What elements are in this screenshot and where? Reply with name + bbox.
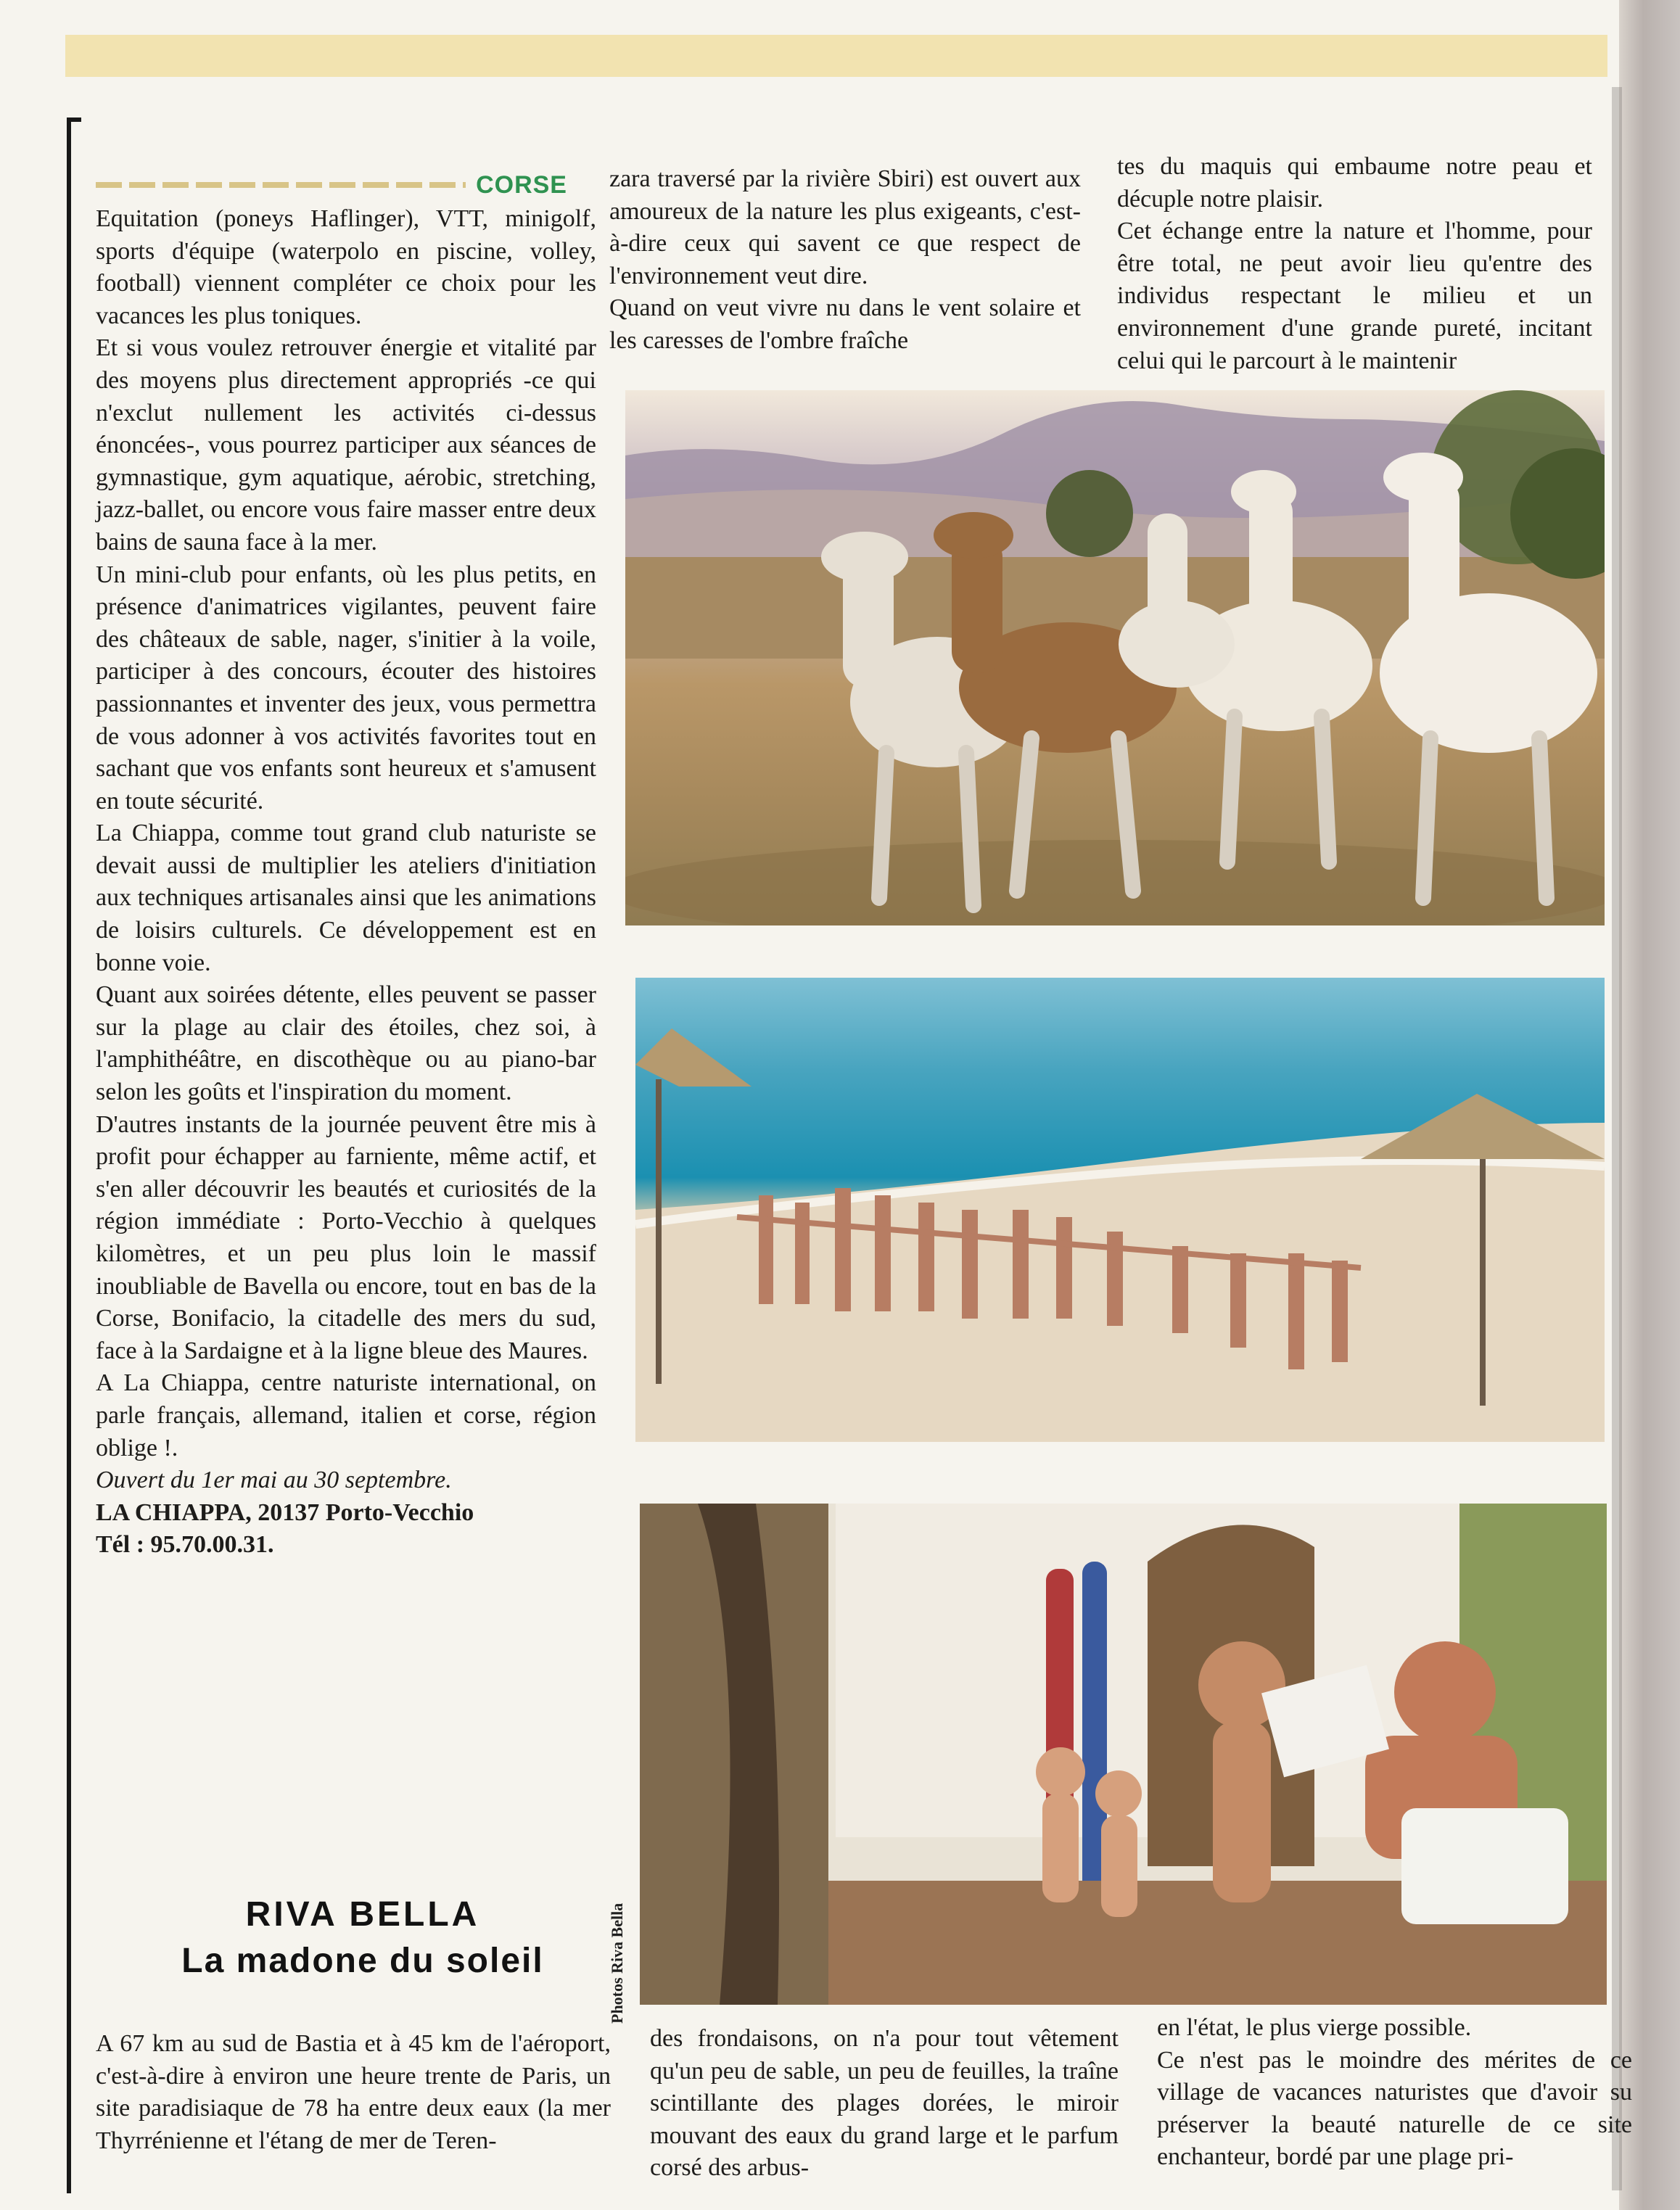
paragraph: Ce n'est pas le moindre des mérites de ce village de vacances naturistes que d'avoir su préserver la beauté naturelle de ce site enchanteur, bordé par une plage pri- xyxy=(1157,2046,1632,2171)
paragraph: en l'état, le plus vierge possible. xyxy=(1157,2014,1472,2041)
headline-subtitle: La madone du soleil xyxy=(181,1942,544,1980)
top-color-band xyxy=(65,35,1607,77)
paragraph: Et si vous voulez retrouver énergie et vitalité par des moyens plus directement appropriés -ce qui n'exclut nullement les activités ci-dessus énoncées-, vous pourrez participer aux séances de gymnastique, gym aquatique, aérobic, stretching, jazz-ballet, ou encore vous faire masser entre deux bains de sauna face à la mer. xyxy=(96,334,596,556)
section-header xyxy=(96,167,567,203)
llamas-photo xyxy=(625,390,1605,925)
address: LA CHIAPPA, 20137 Porto-Vecchio xyxy=(96,1498,474,1526)
paragraph: Equitation (poneys Haflinger), VTT, minigolf, sports d'équipe (waterpolo en piscine, volley, football) viennent compléter ce choix pour les vacances les plus toniques. xyxy=(96,205,596,329)
column-3-bottom xyxy=(1157,2012,1632,2174)
paragraph: zara traversé par la rivière Sbiri) est ouvert aux amoureux de la nature les plus exigeants, c'est-à-dire ceux qui savent ce que respect de l'environnement veut dire. xyxy=(609,165,1081,289)
paragraph: Quand on veut vivre nu dans le vent solaire et les caresses de l'ombre fraîche xyxy=(609,294,1081,354)
paragraph: Quant aux soirées détente, elles peuvent se passer sur la plage au clair des étoiles, chez soi, à l'amphithéâtre, en discothèque ou au piano-bar selon les goûts et l'inspiration du moment. xyxy=(96,981,596,1106)
paragraph: Un mini-club pour enfants, où les plus petits, en présence d'animatrices vigilantes, peuvent faire des châteaux de sable, nager, s'initier à la voile, participer à des concours, écouter des histoires passionnantes et inventer des jeux, vous permettra de vous adonner à vos activités favorites tout en sachant que vos enfants sont heureux et s'amusent en toute sécurité. xyxy=(96,561,596,815)
column-2-bottom xyxy=(650,2023,1119,2185)
column-2-top xyxy=(609,163,1081,358)
phone: Tél : 95.70.00.31. xyxy=(96,1531,274,1559)
paragraph: Cet échange entre la nature et l'homme, pour être total, ne peut avoir lieu qu'entre des individus respectant le milieu et un environnement d'une grande pureté, incitant celui qui le parcourt à le maintenir xyxy=(1117,218,1592,374)
paragraph: A La Chiappa, centre naturiste international, on parle français, allemand, italien et corse, région oblige !. xyxy=(96,1369,596,1461)
paragraph: tes du maquis qui embaume notre peau et décuple notre plaisir. xyxy=(1117,153,1592,213)
page-gutter-shadow xyxy=(1612,87,1622,2190)
column-1 xyxy=(96,203,596,1562)
left-rule-tick xyxy=(67,117,81,122)
photo-credit: Photos Riva Bella xyxy=(608,1902,626,2024)
next-page-edge xyxy=(1619,0,1680,2210)
paragraph: D'autres instants de la journée peuvent être mis à profit pour échapper au farniente, même actif, et s'en aller découvrir les beautés et curiosités de la région immédiate : Porto-Vecchio à quelques kilomètres, et un peu plus loin le massif inoubliable de Bavella ou encore, tout en bas de la Corse, Bonifacio, la citadelle des mers du sud, face à la Sardaigne et à la ligne bleue des Maures. xyxy=(96,1110,596,1364)
section-label: CORSE xyxy=(476,170,567,199)
paragraph: A 67 km au sud de Bastia et à 45 km de l'aéroport, c'est-à-dire à environ une heure trente de Paris, un site paradisiaque de 78 ha entre deux eaux (la mer Thyrrénienne et l'étang de mer de Teren- xyxy=(96,2030,611,2154)
opening-dates: Ouvert du 1er mai au 30 septembre. xyxy=(96,1467,452,1494)
section-dashes xyxy=(96,182,466,188)
family-house-photo xyxy=(640,1504,1607,2005)
column-1-bottom xyxy=(96,2028,611,2157)
paragraph: La Chiappa, comme tout grand club naturiste se devait aussi de multiplier les ateliers d'initiation aux techniques artisanales ainsi que les animations de loisirs culturels. Ce développement est en bonne voie. xyxy=(96,820,596,976)
headline-riva-bella: RIVA BELLA xyxy=(245,1895,480,1934)
paragraph: des frondaisons, on n'a pour tout vêtement qu'un peu de sable, un peu de feuilles, la traîne scintillante des plages dorées, le miroir mouvant des eaux du grand large et le parfum corsé des arbus- xyxy=(650,2025,1119,2182)
column-3-top xyxy=(1117,151,1592,377)
beach-exercise-photo xyxy=(635,978,1605,1442)
left-rule xyxy=(67,117,71,2193)
